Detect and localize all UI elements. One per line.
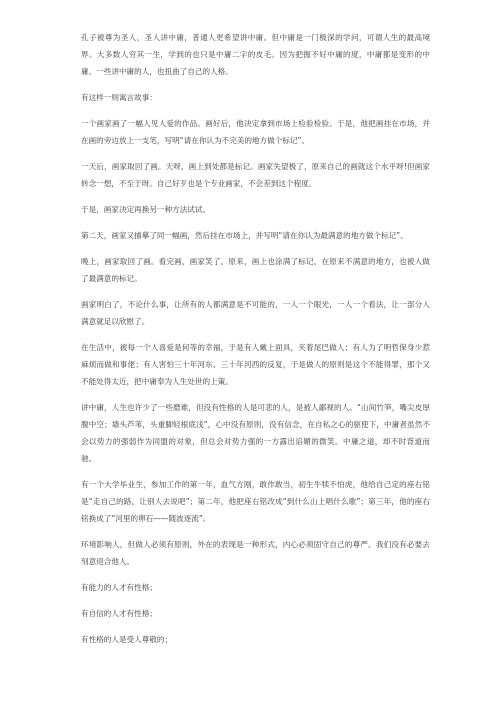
paragraph-painter-2: 一天后，画家取回了画。天呀，画上到处都是标记。画家失望极了，原来自己的画就这个水平呀!但画家转念一想，不至于呀。自己好歹也是个专业画家，不会差到这个程度。 xyxy=(81,162,430,188)
paragraph-graduate: 有一个大学毕业生，参加工作的第一年，血气方刚，敢作敢当，初生牛犊不怕虎，他给自己定的座右铭是“走自己的路，让别人去说吧”；第二年，他把座右铭改成“到什么山上唱什么歌”；第三年，他的座右铭换成了“河里的卵石——随波逐流”。 xyxy=(81,480,430,523)
paragraph-painter-4: 第二天，画家又描摹了同一幅画，然后挂在市场上，并写明“请在你认为最满意的地方做个标记”。 xyxy=(81,231,408,240)
paragraph-mean: 讲中庸，人生也许少了一些磨难，但没有性格的人是可悲的人，是被人鄙视的人。“山间竹笋，嘴尖皮厚腹中空；墙头芦苇，头重脚轻根底浅”，心中没有原则，没有信念，在自私之心的驱使下，中庸者虽然不会以势力的强弱作为同盟的对象，但总会对势力强的一方露出谄媚的微笑。中庸之道，却不时背道而驰。 xyxy=(81,403,430,463)
paragraph-environment: 环境影响人，但做人必须有原则，外在的表现是一种形式，内心必须固守自己的尊严。我们没有必要去刻意迎合他人。 xyxy=(81,540,430,566)
paragraph-intro: 孔子被尊为圣人，圣人讲中庸，普通人更希望讲中庸。但中庸是一门极深的学问，可谓人生的最高境界。大多数人穷其一生，学到的也只是中庸二字的皮毛。因为把握不好中庸的度，中庸都是变形的中庸。一些讲中庸的人，也扭曲了自己的人格。 xyxy=(81,33,430,76)
paragraph-ability: 有能力的人才有性格； xyxy=(81,583,157,592)
paragraph-painter-6: 画家明白了，不论什么事，让所有的人都满意是不可能的，一人一个眼光，一人一个看法，让一部分人满意就足以欣慰了。 xyxy=(81,300,430,326)
paragraph-life: 在生活中，被每一个人喜爱是何等的幸福，于是有人戴上面具，夹着尾巴做人；有人为了明哲保身少惹麻烦而做和事佬；有人害怕三十年河东、三十年河西的反复，于是做人的原则是这个不能得罪，那个又不能处得太近，把中庸奉为人生处世的上策。 xyxy=(81,343,430,386)
paragraph-painter-1: 一个画家画了一幅人见人爱的作品。画好后，他决定拿到市场上检验检验。于是，他把画挂在市场，并在画的旁边放上一支笔，写明“请在你认为不完美的地方做个标记”。 xyxy=(81,119,430,145)
paragraph-painter-3: 于是，画家决定再换另一种方法试试。 xyxy=(81,205,211,214)
paragraph-fable-lead: 有这样一则寓言故事： xyxy=(81,93,157,102)
paragraph-painter-5: 晚上，画家取回了画。看完画，画家笑了。原来，画上也涂满了标记，在原来不满意的地方，也被人做了最满意的标记。 xyxy=(81,257,430,283)
paragraph-confidence: 有自信的人才有性格； xyxy=(81,609,157,618)
paragraph-respect: 有性格的人是受人尊敬的； xyxy=(81,635,173,644)
